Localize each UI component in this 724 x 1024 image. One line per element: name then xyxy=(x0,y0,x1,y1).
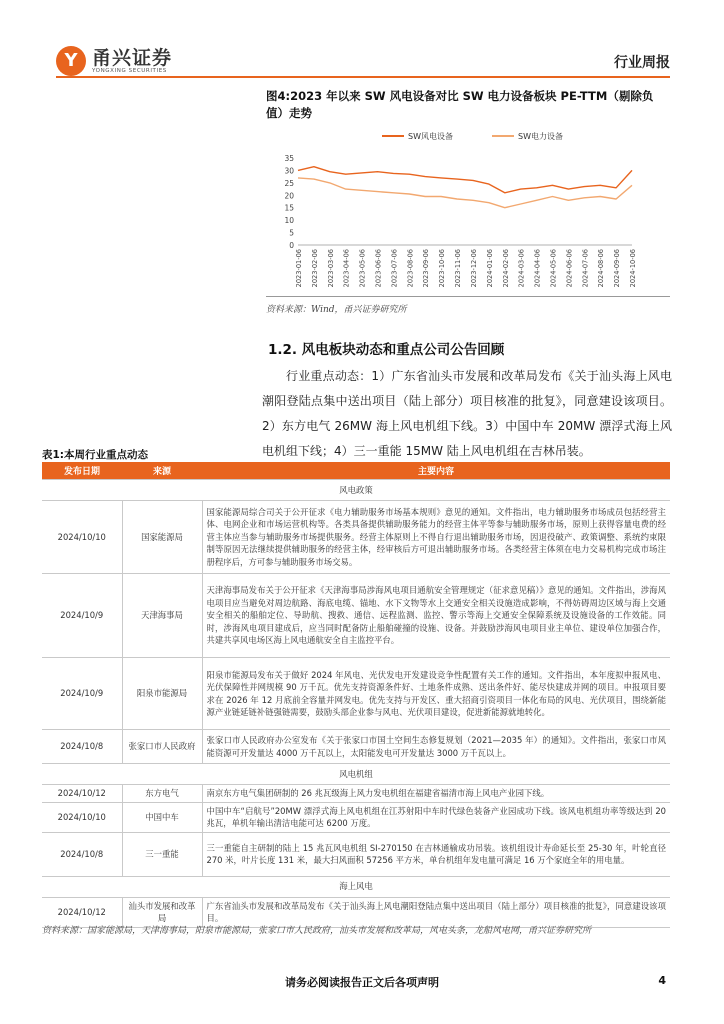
section-heading: 1.2. 风电板块动态和重点公司公告回顾 xyxy=(268,342,505,358)
row-source: 三一重能 xyxy=(122,832,202,876)
category-label: 海上风电 xyxy=(42,876,670,897)
x-tick-label: 2023-08-06 xyxy=(406,249,415,288)
logo-text xyxy=(92,48,172,74)
figure-source: 资料来源：Wind，甬兴证券研究所 xyxy=(266,305,407,315)
x-tick-label: 2024-08-06 xyxy=(597,249,606,288)
y-tick-label: 30 xyxy=(284,166,294,176)
series-line xyxy=(298,178,632,208)
category-row-turbine xyxy=(42,764,670,785)
row-date: 2024/10/10 xyxy=(42,802,122,832)
x-tick-label: 2024-09-06 xyxy=(613,249,622,288)
x-tick-label: 2023-04-06 xyxy=(342,249,351,288)
x-tick-label: 2024-01-06 xyxy=(485,249,494,288)
row-source: 阳泉市能源局 xyxy=(122,658,202,730)
section-paragraph: 行业重点动态：1）广东省汕头市发展和改革局发布《关于汕头海上风电潮阳登陆点集中送出项目（陆上部分）项目核准的批复》，同意建设该项目。2）东方电气 26MW 海上风电机组下线。3）中国中车 20MW 漂浮式海上风电机组下线；4）三一重能 15MW 陆上风电机组在吉林吊装。 xyxy=(262,369,672,458)
table-row xyxy=(42,897,670,927)
figure-title: 图4:2023 年以来 SW 风电设备对比 SW 电力设备板块 PE-TTM（剔除负值）走势 xyxy=(266,89,654,120)
y-tick-label: 35 xyxy=(284,154,294,163)
table-row xyxy=(42,501,670,574)
row-source: 汕头市发展和改革局 xyxy=(122,897,202,927)
row-date: 2024/10/10 xyxy=(42,501,122,574)
x-tick-label: 2024-05-06 xyxy=(549,249,558,288)
x-tick-label: 2024-07-06 xyxy=(581,249,590,288)
row-content: 中国中车“启航号”20MW 漂浮式海上风电机组在江苏射阳中车时代绿色装备产业园成功下线。该风电机组功率等级达到 20 兆瓦，单机年输出清洁电能可达 6200 万度。 xyxy=(202,802,670,832)
row-content: 张家口市人民政府办公室发布《关于张家口市国土空间生态修复规划（2021—2035 年）的通知》。文件指出，张家口市风能资源可开发量达 4000 万千瓦以上，太阳能发电可开发量达 3000 万千瓦以上。 xyxy=(202,730,670,764)
table-row xyxy=(42,574,670,658)
legend-label: SW电力设备 xyxy=(518,132,563,141)
x-tick-label: 2023-10-06 xyxy=(438,249,447,288)
row-date: 2024/10/12 xyxy=(42,785,122,803)
x-tick-label: 2023-05-06 xyxy=(358,249,367,288)
x-tick-label: 2024-06-06 xyxy=(565,249,574,288)
row-content: 三一重能自主研制的陆上 15 兆瓦风电机组 SI-270150 在吉林通榆成功吊装。该机组设计寿命延长至 25-30 年，叶轮直径 270 米，叶片长度 131 米，最大扫风面积 57256 平方米，单台机组年发电量可满足 16 万个家庭全年的用电量。 xyxy=(202,832,670,876)
logo-name-en: YONGXING SECURITIES xyxy=(92,68,167,74)
category-row-offshore xyxy=(42,876,670,897)
legend-label: SW风电设备 xyxy=(408,132,453,141)
row-source: 东方电气 xyxy=(122,785,202,803)
table-row xyxy=(42,658,670,730)
row-content: 天津海事局发布关于公开征求《天津海事局涉海风电项目通航安全管理规定（征求意见稿）》意见的通知。文件指出，涉海风电项目应当避免对周边航路、海底电缆、锚地、水下文物等水上交通安全相关设施造成影响，不得妨碍周边区域与海上交通安全相关的船舶定位、导助航、搜救、通信、远程监测、监控、警示等海上交通安全保障系统及设施设备的工作效能。同时，涉海风电项目建成后，应当同时配备防止船舶碰撞的设施、设备。并鼓励涉海风电项目业主单位、建设单位加强合作，共建共享风电场区海上风电通航安全自主监控平台。 xyxy=(202,574,670,658)
header-content: 主要内容 xyxy=(202,462,670,480)
table-row xyxy=(42,730,670,764)
table-row xyxy=(42,802,670,832)
category-label: 风电政策 xyxy=(42,480,670,501)
y-tick-label: 5 xyxy=(289,228,294,238)
row-date: 2024/10/8 xyxy=(42,730,122,764)
header-date: 发布日期 xyxy=(42,462,122,480)
row-date: 2024/10/12 xyxy=(42,897,122,927)
report-type: 行业周报 xyxy=(614,55,670,71)
header-source: 来源 xyxy=(122,462,202,480)
x-tick-label: 2024-10-06 xyxy=(629,249,637,288)
disclaimer-note: 请务必阅读报告正文后各项声明 xyxy=(285,976,439,989)
x-tick-label: 2023-01-06 xyxy=(295,249,303,288)
industry-news-table xyxy=(42,462,670,928)
x-tick-label: 2023-11-06 xyxy=(454,249,463,288)
row-content: 阳泉市能源局发布关于做好 2024 年风电、光伏发电开发建设竞争性配置有关工作的通知。文件指出，本年度拟申报风电、光伏保障性并网规模 90 万千瓦。优先支持资源条件好、土地条件成熟、送出条件好、能尽快建成并网的项目。申报项目要求在 2026 年 12 月底前全容量并网发电。优先支持与开发区、重大招商引资项目一体化布局的风电、光伏项目，围绕新能源产业链延链补链强链需要，鼓励头部企业参与风电、光伏项目建设，促进新能源就地转化。 xyxy=(202,658,670,730)
category-row-policy xyxy=(42,480,670,501)
header-divider xyxy=(56,76,670,78)
table-row xyxy=(42,832,670,876)
table-header-row xyxy=(42,462,670,480)
x-tick-label: 2023-02-06 xyxy=(310,249,319,288)
pe-ttm-line-chart xyxy=(266,122,672,292)
row-date: 2024/10/9 xyxy=(42,658,122,730)
row-source: 张家口市人民政府 xyxy=(122,730,202,764)
category-label: 风电机组 xyxy=(42,764,670,785)
logo-name-cn: 甬兴证券 xyxy=(92,47,173,69)
x-tick-label: 2023-09-06 xyxy=(422,249,431,288)
y-tick-label: 25 xyxy=(284,178,294,188)
table-row xyxy=(42,785,670,803)
company-logo xyxy=(56,46,172,76)
table-title: 表1:本周行业重点动态 xyxy=(42,449,149,461)
row-source: 国家能源局 xyxy=(122,501,202,574)
figure-divider xyxy=(266,296,670,297)
page-number: 4 xyxy=(658,974,666,987)
row-content: 南京东方电气集团研制的 26 兆瓦级海上风力发电机组在福建省福清市海上风电产业园下线。 xyxy=(202,785,670,803)
row-date: 2024/10/8 xyxy=(42,832,122,876)
x-tick-label: 2023-07-06 xyxy=(390,249,399,288)
y-tick-label: 15 xyxy=(284,203,294,213)
y-tick-label: 20 xyxy=(284,191,294,201)
x-tick-label: 2024-03-06 xyxy=(517,249,526,288)
y-tick-label: 0 xyxy=(289,241,294,250)
row-content: 国家能源局综合司关于公开征求《电力辅助服务市场基本规则》意见的通知。文件指出，电力辅助服务市场成员包括经营主体、电网企业和市场运营机构等。各类具备提供辅助服务能力的经营主体平等参与辅助服务市场，原则上获得容量电费的经营主体应当参与辅助服务市场提供服务。经营主体原则上不得自行退出辅助服务市场，因退役破产、政策调整、系统约束限制等原因无法继续提供辅助服务的经营主体，经审核后方可退出辅助服务市场。各类经营主体须在电力交易机构完成市场注册程序后，方可参与辅助服务市场交易。 xyxy=(202,501,670,574)
row-source: 天津海事局 xyxy=(122,574,202,658)
logo-mark-icon: Y xyxy=(56,46,86,76)
row-source: 中国中车 xyxy=(122,802,202,832)
x-tick-label: 2024-02-06 xyxy=(501,249,510,288)
x-tick-label: 2024-04-06 xyxy=(533,249,542,288)
y-tick-label: 10 xyxy=(284,216,294,226)
table-source: 资料来源：国家能源局，天津海事局，阳泉市能源局，张家口市人民政府，汕头市发展和改革局，风电头条，龙船风电网，甬兴证券研究所 xyxy=(42,926,592,936)
row-content: 广东省汕头市发展和改革局发布《关于汕头海上风电潮阳登陆点集中送出项目（陆上部分）项目核准的批复》，同意建设该项目。 xyxy=(202,897,670,927)
x-tick-label: 2023-06-06 xyxy=(374,249,383,288)
row-date: 2024/10/9 xyxy=(42,574,122,658)
x-tick-label: 2023-12-06 xyxy=(469,249,478,288)
x-tick-label: 2023-03-06 xyxy=(326,249,335,288)
